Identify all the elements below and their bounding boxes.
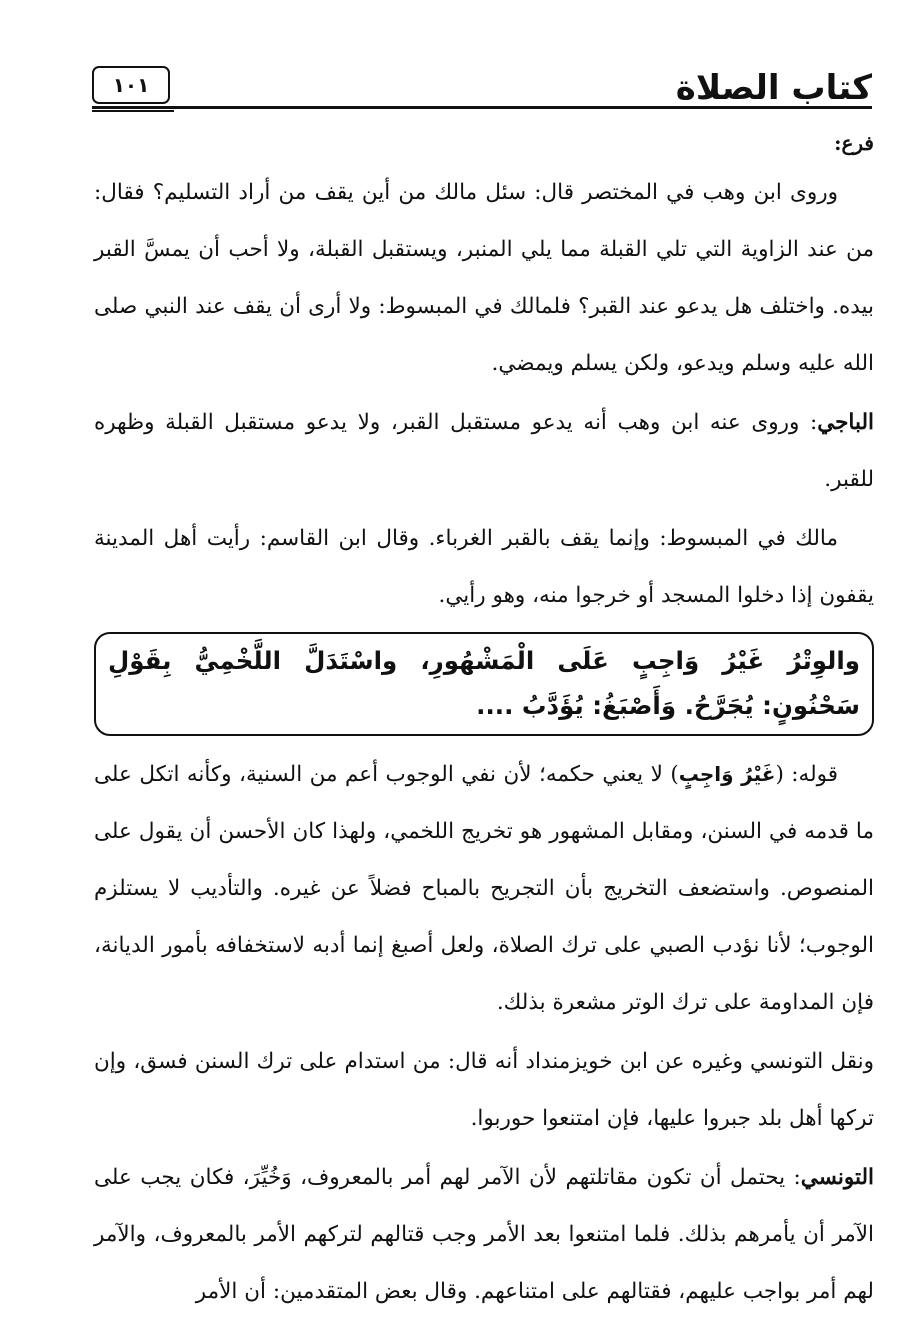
speaker-label: الباجي: [817, 410, 874, 435]
paragraph-ibn-wahb: وروى ابن وهب في المختصر قال: سئل مالك من أين يقف من أراد التسليم؟ فقال: من عند الزاوية التي تلي القبلة مما يلي المنبر، ويستقبل القبلة، ولا أحب أن يمسَّ القبر بيده. واختلف هل يدعو عند القبر؟ فلمالك في المبسوط: ولا أرى أن يقف عند النبي صلى الله عليه وسلم ويدعو، ولكن يسلم ويمضي.: [94, 180, 874, 376]
speaker-label: التونسي: [800, 1165, 874, 1190]
quoted-matn: غَيْرُ وَاجِبٍ: [678, 762, 776, 786]
paragraph-text: : وروى عنه ابن وهب أنه يدعو مستقبل القبر، ولا يدعو مستقبل القبلة وظهره للقبر.: [94, 410, 874, 492]
sub-heading: فرع:: [834, 131, 874, 155]
book-title: كتاب الصلاة: [675, 68, 872, 108]
matn-box: [94, 632, 874, 736]
paragraph-mabsut: مالك في المبسوط: وإنما يقف بالقبر الغرباء. وقال ابن القاسم: رأيت أهل المدينة يقفون إذا دخلوا المسجد أو خرجوا منه، وهو رأيي.: [94, 526, 874, 608]
header-rule-accent: [92, 110, 174, 112]
paragraph-text: : يحتمل أن تكون مقاتلتهم لأن الآمر لهم أمر بالمعروف، وَخُيِّرَ، فكان يجب على الآمر أن يأمرهم بذلك. فلما امتنعوا بعد الأمر وجب قتالهم لتركهم الأمر بالمعروف، والآمر لهم أمر بواجب عليهم، فقتالهم على امتناعهم. وقال بعض المتقدمين: أن الأمر: [94, 1165, 874, 1304]
page-number: ١٠١: [112, 73, 150, 97]
page-body: [94, 124, 874, 1320]
paragraph-tunisi-report: ونقل التونسي وغيره عن ابن خويزمنداد أنه قال: من استدام على ترك السنن فسق، وإن تركها أهل بلد جبروا عليها، فإن امتنعوا حوربوا.: [94, 1049, 874, 1131]
header-rule: [92, 106, 872, 109]
paragraph-tunisi: [94, 1149, 874, 1320]
paragraph-baji: [94, 394, 874, 508]
paragraph-commentary: [94, 746, 874, 1031]
matn-text: والوِتْرُ غَيْرُ وَاجِبٍ عَلَى الْمَشْهُورِ، واسْتَدَلَّ اللَّخْمِيُّ بِقَوْلِ سَحْنُونٍ: يُجَرَّحُ. وَأَصْبَغُ: يُؤَدَّبُ ....: [108, 646, 860, 720]
paragraph-prefix: قوله: (: [775, 762, 839, 787]
page-number-box: [92, 66, 170, 104]
paragraph-text: ) لا يعني حكمه؛ لأن نفي الوجوب أعم من السنية، وكأنه اتكل على ما قدمه في السنن، ومقابل المشهور هو تخريج اللخمي، ولهذا كان الأحسن أن يقول على المنصوص. واستضعف التخريج بأن التجريح بالمباح فضلاً عن غيره. والتأديب لا يستلزم الوجوب؛ لأنا نؤدب الصبي على ترك الصلاة، ولعل أصبغ إنما أدبه لاستخفافه بأمور الديانة، فإن المداومة على ترك الوتر مشعرة بذلك.: [94, 762, 874, 1015]
page-header: [92, 58, 872, 110]
